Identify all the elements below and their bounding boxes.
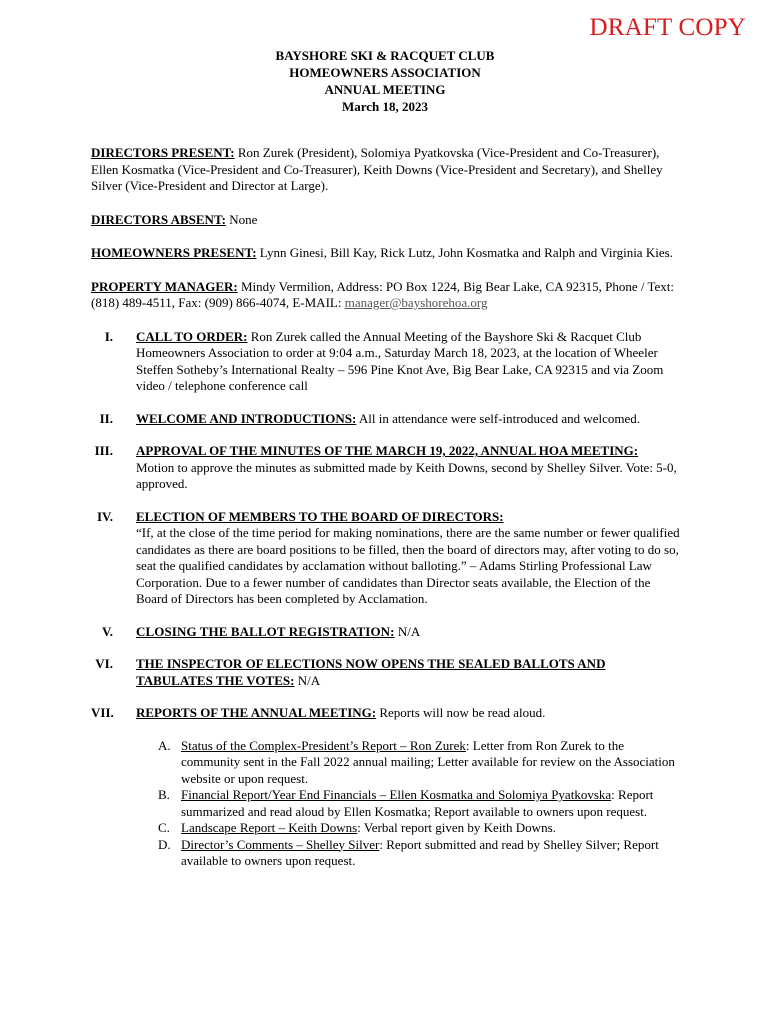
directors-present-label: DIRECTORS PRESENT: [91, 145, 235, 160]
section-inspector-elections [91, 656, 681, 689]
section-number: II. [99, 410, 113, 426]
section-election [91, 509, 681, 608]
header-meeting-type: ANNUAL MEETING [324, 82, 446, 97]
report-letter: C. [158, 820, 170, 835]
section-number: VII. [91, 705, 114, 720]
section-title: ELECTION OF MEMBERS TO THE BOARD OF DIRECTORS: [136, 508, 504, 524]
section-body: “If, at the close of the time period for making nominations, there are the same number or fewer qualified candidates as there are board positions to be filled, then the board of directors may, after voting to do so, seat the qualified candidates by acclamation without balloting.” – Adams Stirling Professional Law Corporation. Due to a fewer number of candidates than Director seats available, the Election of the Board of Directors has been completed by Acclamation. [136, 525, 680, 606]
report-body: : Report submitted and read by Shelley Silver; Report available to owners upon request. [181, 836, 659, 868]
section-call-to-order [91, 329, 681, 395]
section-body: Reports will now be read aloud. [376, 705, 546, 720]
section-title: CALL TO ORDER: [136, 328, 248, 344]
section-number: I. [104, 328, 113, 344]
section-body: Ron Zurek called the Annual Meeting of the Bayshore Ski & Racquet Club Homeowners Association to order at 9:04 a.m., Saturday March 18, 2023, at the location of Wheeler Steffen Sotheby’s International Realty – 596 Pine Knot Ave, Big Bear Lake, CA 92315 and via Zoom video / telephone conference call [136, 328, 664, 393]
directors-absent [91, 212, 681, 229]
section-number: V. [102, 623, 113, 639]
section-closing-ballot [91, 624, 681, 641]
section-number: IV. [96, 508, 113, 524]
draft-copy-watermark: DRAFT COPY [589, 14, 746, 41]
header-association: HOMEOWNERS ASSOCIATION [289, 65, 481, 80]
report-letter: D. [158, 836, 171, 852]
report-letter: A. [158, 737, 171, 753]
directors-present [91, 145, 681, 195]
directors-present-text: Ron Zurek (President), Solomiya Pyatkovska (Vice-President and Co-Treasurer), Ellen Kosmatka (Vice-President and Co-Treasurer), Keith Downs (Vice-President and Secretary), and Shelley Silver (Vice-President and Director at Large). [91, 145, 663, 193]
report-item [158, 787, 681, 820]
section-body: N/A [394, 623, 421, 639]
report-title: Financial Report/Year End Financials – Ellen Kosmatka and Solomiya Pyatkovska [181, 787, 612, 802]
section-title: REPORTS OF THE ANNUAL MEETING: [136, 705, 377, 720]
section-body: N/A [294, 672, 321, 688]
property-manager-text: Mindy Vermilion, Address: PO Box 1224, Big Bear Lake, CA 92315, Phone / Text: (818) 489-4511, Fax: (909) 866-4074, E-MAIL: [91, 278, 675, 310]
section-number: III. [94, 443, 113, 458]
section-welcome [91, 411, 681, 428]
section-title: APPROVAL OF THE MINUTES OF THE MARCH 19, 2022, ANNUAL HOA MEETING: [136, 443, 639, 458]
report-body: : Letter from Ron Zurek to the community sent in the Fall 2022 annual mailing; Letter available for review on the Association website or upon request. [181, 737, 675, 786]
homeowners-present-label: HOMEOWNERS PRESENT: [91, 245, 257, 260]
reports-list [136, 738, 681, 870]
directors-absent-text: None [225, 211, 258, 227]
section-approval-minutes [91, 443, 681, 493]
document-header [0, 47, 770, 115]
report-title: Status of the Complex-President’s Report – Ron Zurek [181, 737, 466, 753]
report-item [158, 836, 681, 870]
directors-absent-label: DIRECTORS ABSENT: [91, 211, 226, 227]
section-body: All in attendance were self-introduced and welcomed. [356, 410, 641, 426]
section-title: THE INSPECTOR OF ELECTIONS NOW OPENS THE SEALED BALLOTS AND TABULATES THE VOTES: [136, 656, 606, 688]
report-letter: B. [158, 787, 170, 802]
report-body: : Verbal report given by Keith Downs. [357, 820, 556, 835]
section-title: WELCOME AND INTRODUCTIONS: [136, 410, 357, 426]
property-manager-label: PROPERTY MANAGER: [91, 278, 238, 294]
header-club-name: BAYSHORE SKI & RACQUET CLUB [275, 48, 495, 63]
header-date: March 18, 2023 [341, 99, 429, 114]
report-item [158, 737, 681, 788]
report-item [158, 820, 681, 837]
section-title: CLOSING THE BALLOT REGISTRATION: [136, 623, 395, 639]
homeowners-present [91, 245, 681, 262]
section-body: Motion to approve the minutes as submitted made by Keith Downs, second by Shelley Silver. Vote: 5-0, approved. [136, 459, 677, 491]
report-title: Landscape Report – Keith Downs [181, 820, 358, 835]
property-manager [91, 279, 681, 312]
section-reports [91, 705, 681, 870]
section-number: VI. [95, 656, 113, 671]
report-body: : Report summarized and read aloud by Ellen Kosmatka; Report available to owners upon request. [181, 787, 654, 819]
homeowners-present-text: Lynn Ginesi, Bill Kay, Rick Lutz, John Kosmatka and Ralph and Virginia Kies. [256, 245, 673, 260]
report-title: Director’s Comments – Shelley Silver [181, 836, 380, 852]
minutes-body [91, 145, 681, 886]
property-manager-email-link[interactable]: manager@bayshorehoa.org [344, 295, 488, 310]
